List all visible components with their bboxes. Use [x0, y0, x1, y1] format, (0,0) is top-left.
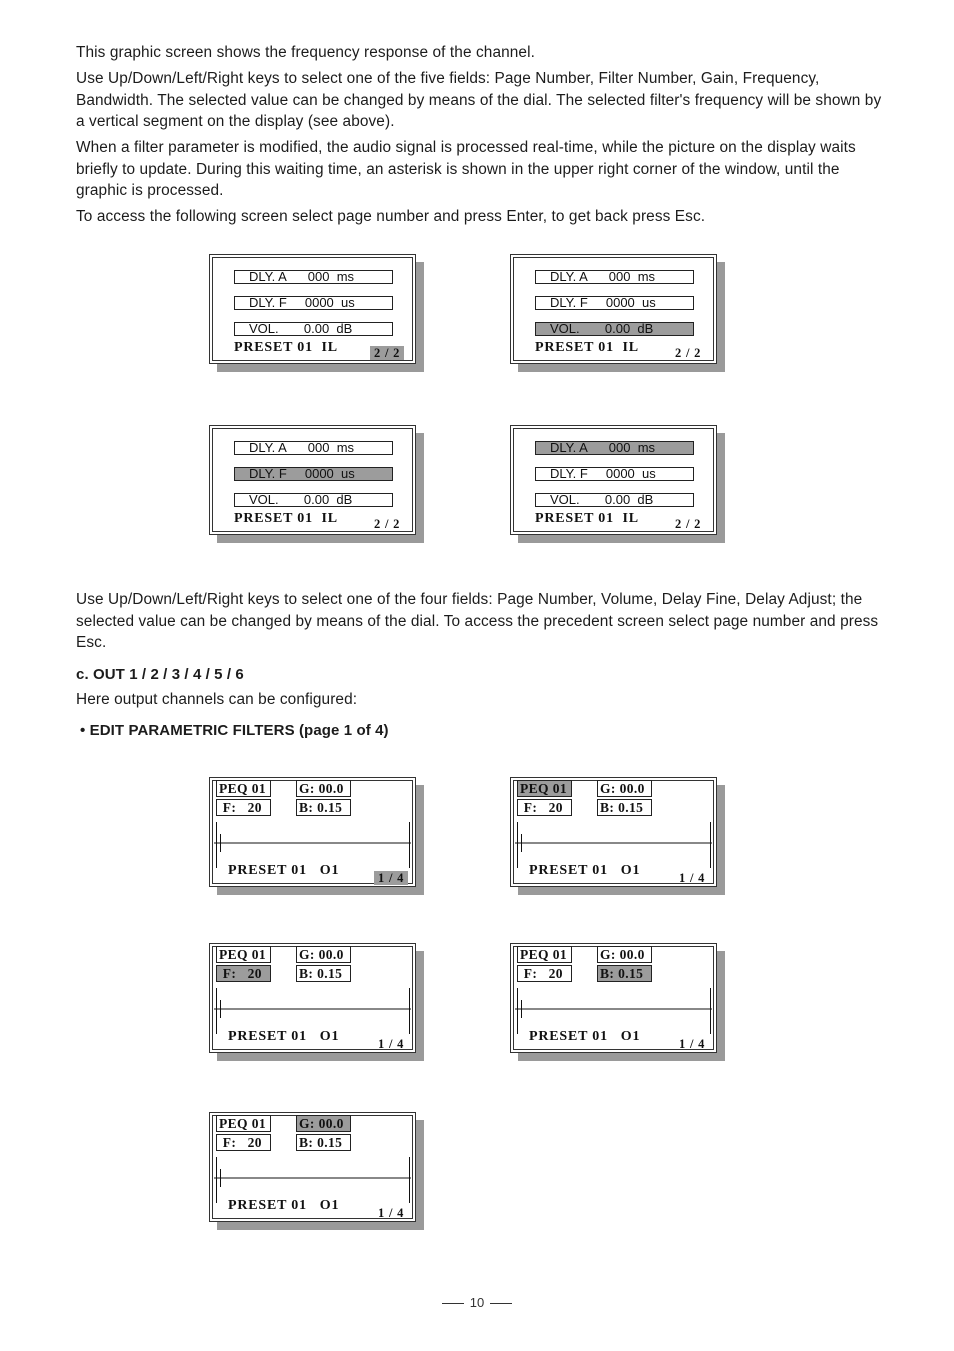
page-number: 10 [469, 1295, 485, 1310]
field-vol: VOL. 0.00 dB [535, 493, 694, 507]
page-footer [0, 1295, 954, 1310]
delay-lcd-screen [510, 254, 717, 364]
peq-field-gain: G: 00.0 [296, 780, 351, 797]
peq-field-gain: G: 00.0 [597, 780, 652, 797]
footer-dash-right [490, 1303, 512, 1304]
peq-field-freq: F: 20 [216, 1134, 271, 1151]
peq-field-bw: B: 0.15 [597, 799, 652, 816]
peq-field-peq: PEQ 01 [216, 1115, 271, 1132]
peq-lcd-screen [209, 943, 416, 1053]
bullet-heading: • EDIT PARAMETRIC FILTERS (page 1 of 4) [80, 722, 389, 739]
intro-paragraph-2: Use Up/Down/Left/Right keys to select one of the five fields: Page Number, Filter Number, Gain, Frequency, Bandwidth. The selected value can be changed by means of the dial. The selected filter's frequency will be shown by a vertical segment on the display (see above). [76, 70, 882, 131]
peq-field-bw: B: 0.15 [296, 965, 351, 982]
peq-field-peq: PEQ 01 [517, 946, 572, 963]
peq-field-freq: F: 20 [216, 799, 271, 816]
peq-field-peq: PEQ 01 [517, 780, 572, 797]
delay-lcd-screen [209, 425, 416, 535]
preset-label: PRESET 01 O1 [529, 1029, 641, 1044]
preset-label: PRESET 01 O1 [228, 1198, 340, 1213]
peq-lcd-screen [510, 777, 717, 887]
page-indicator: 2 / 2 [374, 517, 401, 531]
peq-field-bw: B: 0.15 [597, 965, 652, 982]
field-vol: VOL. 0.00 dB [234, 322, 393, 336]
preset-label: PRESET 01 IL [234, 340, 338, 355]
peq-field-gain: G: 00.0 [296, 946, 351, 963]
delay-lcd-screen [510, 425, 717, 535]
page-indicator: 2 / 2 [370, 346, 404, 360]
field-vol: VOL. 0.00 dB [535, 322, 694, 336]
preset-label: PRESET 01 O1 [228, 1029, 340, 1044]
field-vol: VOL. 0.00 dB [234, 493, 393, 507]
field-dly-a: DLY. A 000 ms [234, 441, 393, 455]
intro-paragraph-1: This graphic screen shows the frequency response of the channel. [76, 44, 535, 61]
field-dly-a: DLY. A 000 ms [234, 270, 393, 284]
page-indicator: 2 / 2 [675, 346, 702, 360]
field-dly-f: DLY. F 0000 us [535, 296, 694, 310]
field-dly-a: DLY. A 000 ms [535, 441, 694, 455]
intro-paragraph-3: When a filter parameter is modified, the audio signal is processed real-time, while the picture on the display waits briefly to update. During this waiting time, an asterisk is shown in the upper right corner of the window, until the graphic is processed. [76, 139, 856, 200]
footer-dash-left [442, 1303, 464, 1304]
peq-field-gain: G: 00.0 [296, 1115, 351, 1132]
preset-label: PRESET 01 IL [535, 511, 639, 526]
peq-lcd-screen [510, 943, 717, 1053]
instructions-paragraph: Use Up/Down/Left/Right keys to select one of the four fields: Page Number, Volume, Delay Fine, Delay Adjust; the selected value can be changed by means of the dial. To access the precedent screen select page number and press Esc. [76, 591, 879, 652]
intro-paragraph-4: To access the following screen select page number and press Enter, to get back press Esc. [76, 208, 706, 225]
preset-label: PRESET 01 IL [535, 340, 639, 355]
page-indicator: 1 / 4 [374, 871, 408, 885]
peq-field-bw: B: 0.15 [296, 799, 351, 816]
delay-lcd-screen [209, 254, 416, 364]
field-dly-f: DLY. F 0000 us [234, 467, 393, 481]
page-indicator: 1 / 4 [679, 1037, 706, 1051]
field-dly-a: DLY. A 000 ms [535, 270, 694, 284]
page-indicator: 1 / 4 [378, 1206, 405, 1220]
field-dly-f: DLY. F 0000 us [234, 296, 393, 310]
peq-field-freq: F: 20 [517, 799, 572, 816]
preset-label: PRESET 01 O1 [529, 863, 641, 878]
page-indicator: 1 / 4 [378, 1037, 405, 1051]
peq-field-gain: G: 00.0 [597, 946, 652, 963]
field-dly-f: DLY. F 0000 us [535, 467, 694, 481]
peq-field-peq: PEQ 01 [216, 946, 271, 963]
peq-field-freq: F: 20 [517, 965, 572, 982]
peq-field-freq: F: 20 [216, 965, 271, 982]
peq-lcd-screen [209, 777, 416, 887]
section-description: Here output channels can be configured: [76, 691, 358, 708]
page-indicator: 2 / 2 [675, 517, 702, 531]
preset-label: PRESET 01 IL [234, 511, 338, 526]
peq-field-peq: PEQ 01 [216, 780, 271, 797]
section-heading: c. OUT 1 / 2 / 3 / 4 / 5 / 6 [76, 666, 244, 683]
peq-field-bw: B: 0.15 [296, 1134, 351, 1151]
page-indicator: 1 / 4 [679, 871, 706, 885]
peq-lcd-screen [209, 1112, 416, 1222]
preset-label: PRESET 01 O1 [228, 863, 340, 878]
